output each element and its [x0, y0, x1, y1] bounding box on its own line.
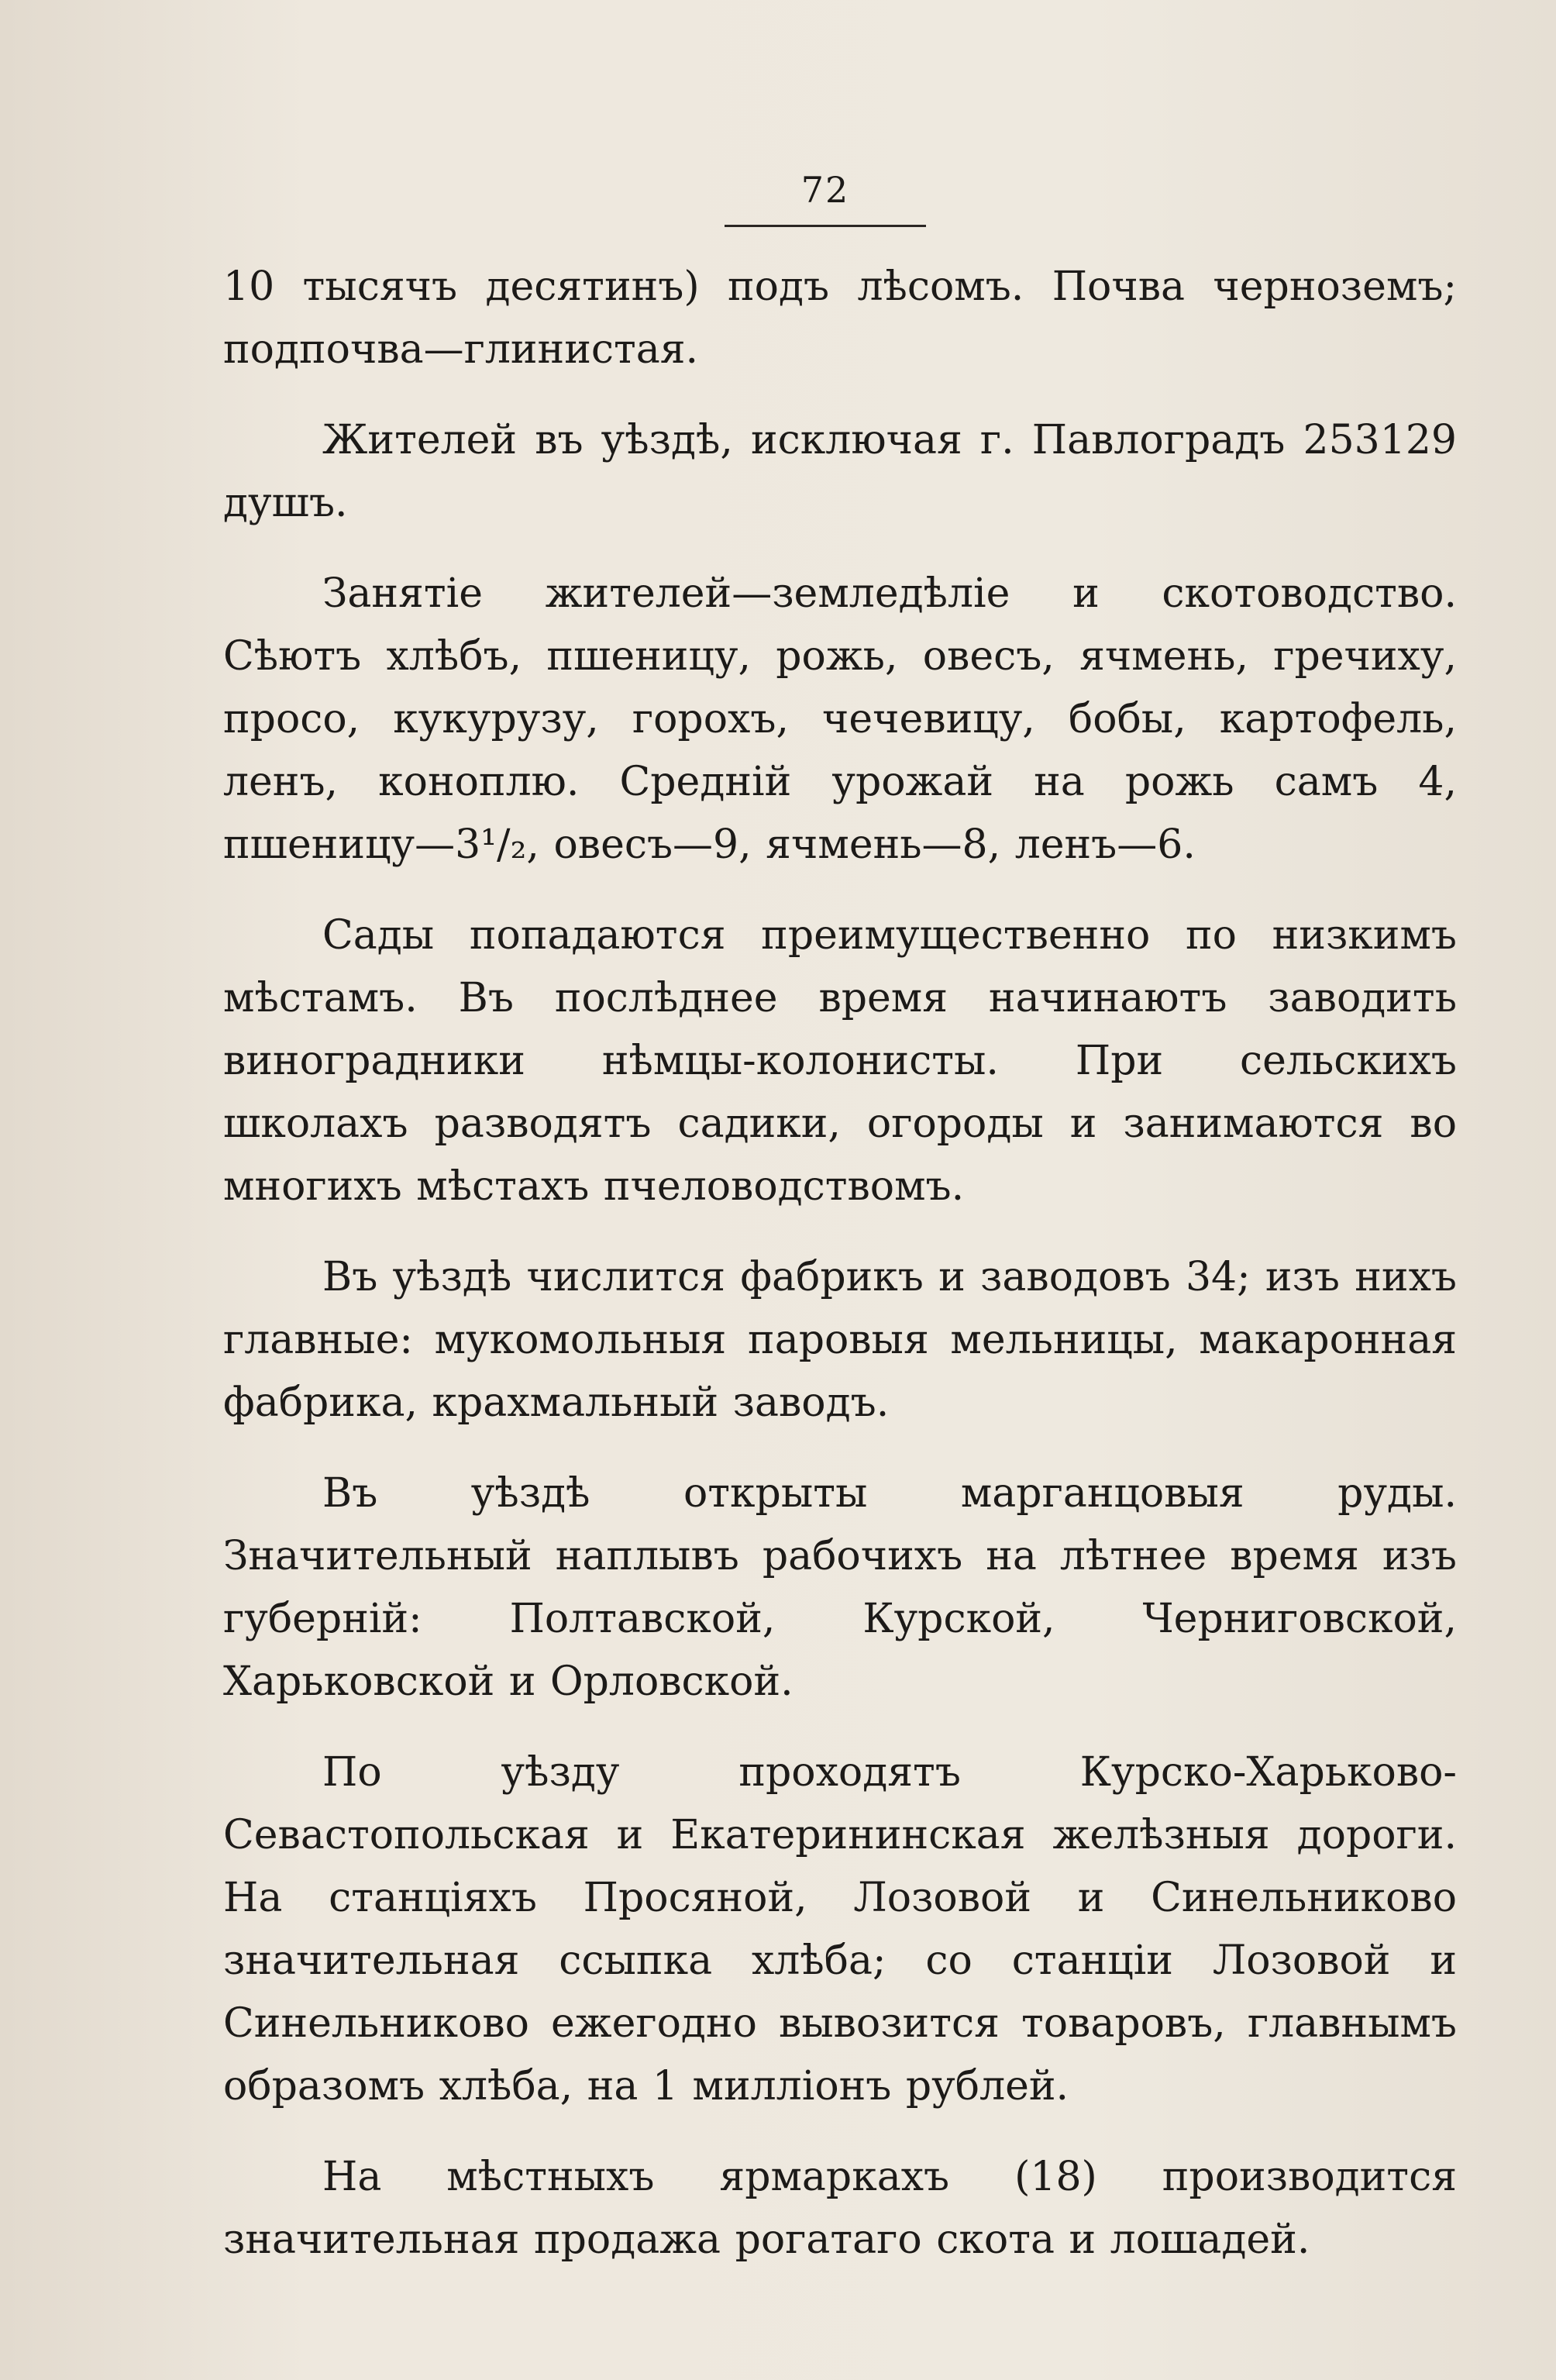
- paragraph: 10 тысячъ десятинъ) подъ лѣсомъ. Почва черноземъ; подпочва—глинистая.: [223, 263, 1457, 373]
- paragraph: Въ уѣздѣ числится фабрикъ и заводовъ 34; изъ нихъ главные: мукомольныя паровыя мельницы, макаронная фабрика, крахмальный заводъ.: [223, 1254, 1457, 1426]
- page-number: 72: [800, 169, 850, 211]
- page-body: [223, 256, 1457, 2299]
- header-rule: [725, 225, 926, 227]
- paragraph: Сады попадаются преимущественно по низкимъ мѣстамъ. Въ послѣднее время начинаютъ заводить виноградники нѣмцы-колонисты. При сельскихъ школахъ разводятъ садики, огороды и занимаются во многихъ мѣстахъ пчеловодствомъ.: [223, 912, 1457, 1210]
- paragraph: Занятіе жителей—земледѣліе и скотоводство. Сѣютъ хлѣбъ, пшеницу, рожь, овесъ, ячмень, гречиху, просо, кукурузу, горохъ, чечевицу, бобы, картофель, ленъ, коноплю. Средній урожай на рожь самъ 4, пшеницу—3¹/₂, овесъ—9, ячмень—8, ленъ—6.: [223, 570, 1457, 868]
- paragraph: Жителей въ уѣздѣ, исключая г. Павлоградъ 253129 душъ.: [223, 417, 1457, 526]
- paragraph: Въ уѣздѣ открыты марганцовыя руды. Значительный наплывъ рабочихъ на лѣтнее время изъ губерній: Полтавской, Курской, Черниговской, Харьковской и Орловской.: [223, 1470, 1457, 1705]
- paragraph: По уѣзду проходятъ Курско-Харьково-Севастопольская и Екатерининская желѣзныя дороги. На станціяхъ Просяной, Лозовой и Синельниково значительная ссыпка хлѣба; со станціи Лозовой и Синельниково ежегодно вывозится товаровъ, главнымъ образомъ хлѣба, на 1 милліонъ рублей.: [223, 1749, 1457, 2110]
- paragraph: На мѣстныхъ ярмаркахъ (18) производится значительная продажа рогатаго скота и лошадей.: [223, 2154, 1457, 2263]
